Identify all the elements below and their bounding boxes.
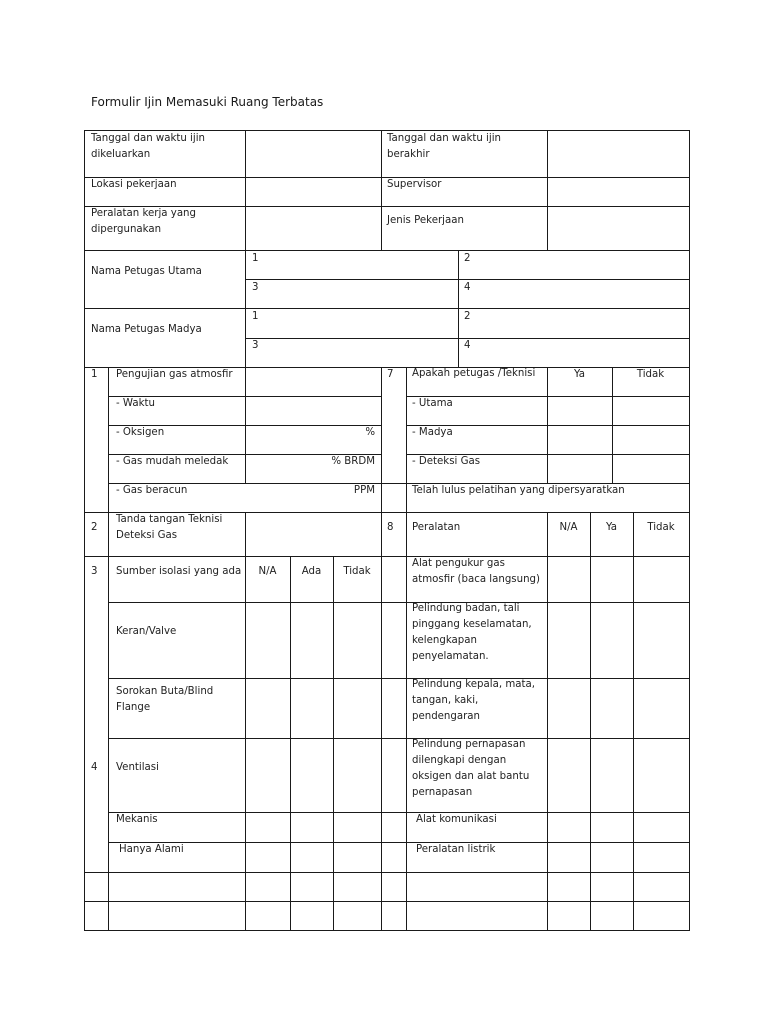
table-rule-h (108, 812, 690, 813)
table-rule-v (406, 367, 407, 931)
label-gas-meledak: - Gas mudah meledak (116, 456, 229, 467)
table-rule-v (245, 130, 246, 368)
utama-num-3: 3 (252, 282, 259, 293)
table-rule-v (590, 512, 591, 931)
section-8-tidak-header: Tidak (647, 522, 675, 533)
table-rule-v (108, 367, 109, 931)
table-rule-v (547, 130, 548, 251)
table-rule-v (547, 512, 548, 931)
label-nama-madya: Nama Petugas Madya (91, 324, 202, 335)
section-7-number: 7 (387, 369, 394, 380)
label-supervisor: Supervisor (387, 179, 442, 190)
table-rule-v (612, 367, 613, 484)
table-rule-h (84, 130, 690, 131)
section-8-number: 8 (387, 522, 394, 533)
equipment-item-1: Alat pengukur gas atmosfir (baca langsung) (412, 558, 540, 585)
equipment-item-2: Pelindung badan, tali pinggang keselamatan, kelengkapan penyelamatan. (412, 603, 532, 662)
table-rule-h (84, 512, 690, 513)
equipment-item-5: Alat komunikasi (416, 814, 497, 825)
table-rule-h (84, 367, 690, 368)
table-rule-h (245, 279, 690, 280)
label-hanya-alami: Hanya Alami (119, 844, 184, 855)
table-rule-h (84, 250, 690, 251)
section-8-title: Peralatan (412, 522, 461, 533)
utama-num-1: 1 (252, 253, 259, 264)
table-rule-v (84, 130, 85, 931)
label-tanggal-dikeluarkan: Tanggal dan waktu ijin dikeluarkan (91, 133, 205, 160)
section-8-ya-header: Ya (605, 522, 618, 533)
table-rule-v (381, 367, 382, 931)
section-3-title: Sumber isolasi yang ada (116, 566, 242, 577)
madya-num-2: 2 (464, 311, 471, 322)
table-rule-v (333, 556, 334, 931)
table-rule-h (245, 338, 690, 339)
section-2-title: Tanda tangan Teknisi Deteksi Gas (116, 514, 223, 541)
section-4-number: 4 (91, 762, 98, 773)
label-jenis-pekerjaan: Jenis Pekerjaan (387, 215, 464, 226)
label-mekanis: Mekanis (116, 814, 158, 825)
label-lulus-pelatihan: Telah lulus pelatihan yang dipersyaratkan (412, 485, 625, 496)
table-rule-v (245, 512, 246, 557)
table-rule-v (245, 367, 246, 484)
table-rule-h (108, 602, 690, 603)
section-1-title: Pengujian gas atmosfir (116, 369, 233, 380)
table-rule-h (406, 425, 690, 426)
equipment-item-3: Pelindung kepala, mata, tangan, kaki, pendengaran (412, 679, 535, 722)
equipment-item-4: Pelindung pernapasan dilengkapi dengan oksigen dan alat bantu pernapasan (412, 739, 530, 798)
madya-num-4: 4 (464, 340, 471, 351)
table-rule-h (108, 483, 690, 484)
table-rule-h (84, 556, 690, 557)
table-rule-v (547, 367, 548, 484)
table-rule-h (84, 177, 690, 178)
section-2-number: 2 (91, 522, 98, 533)
label-oksigen: - Oksigen (116, 427, 165, 438)
section-3-number: 3 (91, 566, 98, 577)
table-rule-v (381, 130, 382, 251)
label-madya: - Madya (412, 427, 453, 438)
table-rule-h (108, 842, 690, 843)
section-7-ya-header: Ya (573, 369, 586, 380)
section-3-na-header: N/A (258, 566, 277, 577)
utama-num-4: 4 (464, 282, 471, 293)
section-8-na-header: N/A (559, 522, 578, 533)
unit-gas-beracun: PPM (353, 485, 375, 496)
table-rule-h (108, 738, 690, 739)
section-3-ada-header: Ada (301, 566, 322, 577)
table-rule-h (84, 930, 690, 931)
unit-oksigen: % (365, 427, 375, 438)
table-rule-h (406, 396, 690, 397)
table-rule-v (633, 512, 634, 931)
table-rule-h (406, 454, 690, 455)
table-rule-h (84, 206, 690, 207)
table-rule-h (84, 901, 690, 902)
madya-num-1: 1 (252, 311, 259, 322)
section-1-number: 1 (91, 369, 98, 380)
section-7-tidak-header: Tidak (636, 369, 665, 380)
label-tanggal-berakhir: Tanggal dan waktu ijin berakhir (387, 133, 501, 160)
label-nama-utama: Nama Petugas Utama (91, 266, 202, 277)
table-rule-v (245, 556, 246, 931)
form-title: Formulir Ijin Memasuki Ruang Terbatas (91, 95, 324, 109)
label-peralatan-kerja: Peralatan kerja yang dipergunakan (91, 208, 196, 235)
table-rule-h (84, 872, 690, 873)
label-lokasi: Lokasi pekerjaan (91, 179, 177, 190)
table-rule-v (689, 130, 690, 931)
table-rule-v (458, 250, 459, 368)
label-utama: - Utama (412, 398, 453, 409)
madya-num-3: 3 (252, 340, 259, 351)
table-rule-v (290, 556, 291, 931)
equipment-item-6: Peralatan listrik (416, 844, 496, 855)
label-sorokan-buta: Sorokan Buta/Blind Flange (116, 686, 214, 713)
table-rule-h (84, 308, 690, 309)
label-waktu: - Waktu (116, 398, 155, 409)
unit-gas-meledak: % BRDM (331, 456, 375, 467)
section-4-title: Ventilasi (116, 762, 159, 773)
section-7-title: Apakah petugas /Teknisi (412, 368, 536, 379)
label-gas-beracun: - Gas beracun (116, 485, 188, 496)
table-rule-h (108, 678, 690, 679)
utama-num-2: 2 (464, 253, 471, 264)
section-3-tidak-header: Tidak (343, 566, 371, 577)
label-keran-valve: Keran/Valve (116, 626, 177, 637)
label-deteksi-gas: - Deteksi Gas (412, 456, 481, 467)
